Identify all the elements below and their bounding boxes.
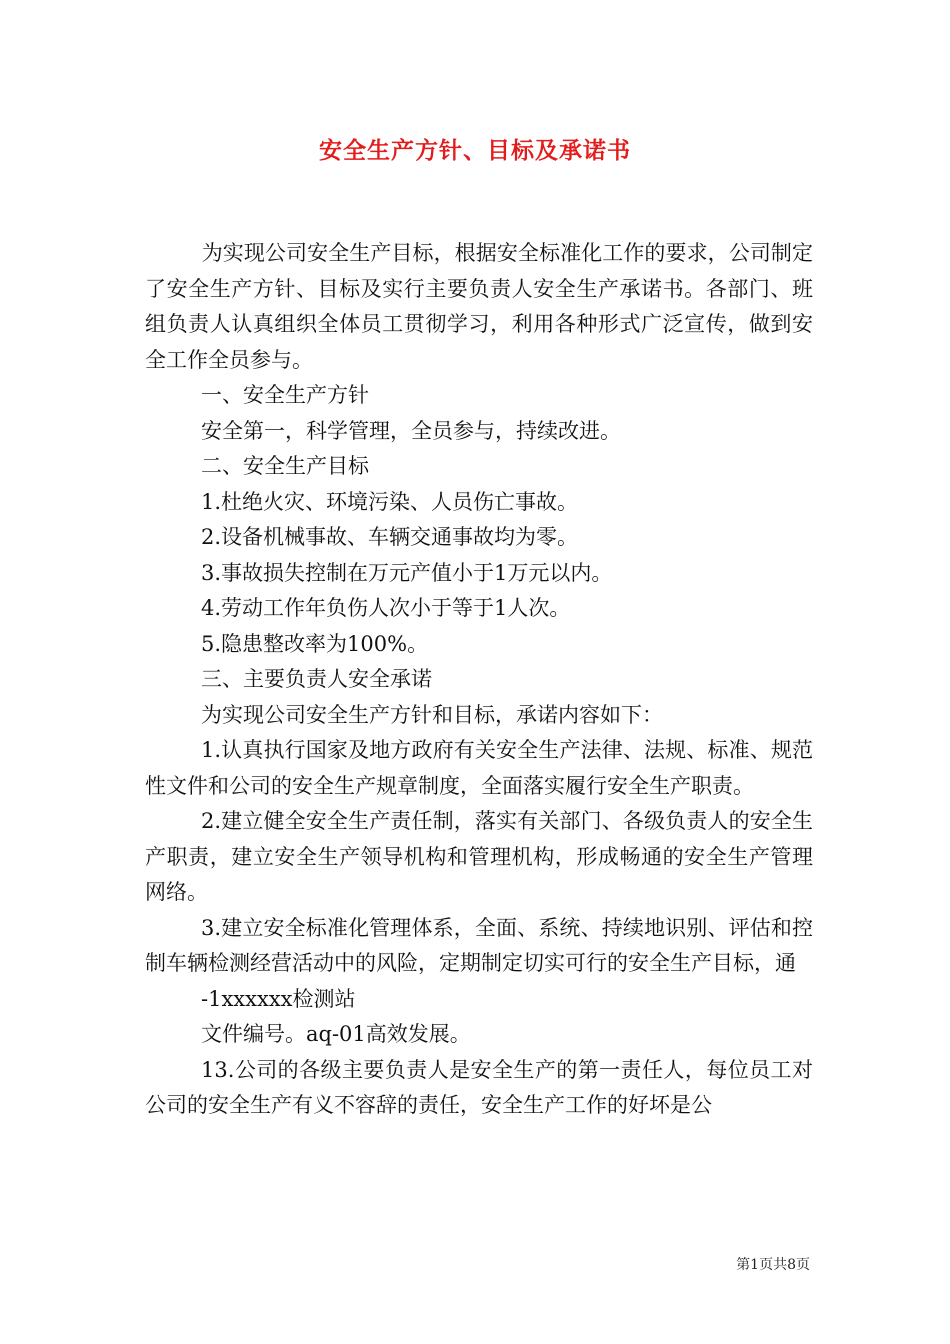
section1-text: 安全第一，科学管理，全员参与，持续改进。	[201, 418, 621, 443]
commitment-item: 3.建立安全标准化管理体系，全面、系统、持续地识别、评估和控制车辆检测经营活动中的风险，定期制定切实可行的安全生产目标，通	[145, 915, 813, 975]
section3-intro: 为实现公司安全生产方针和目标，承诺内容如下：	[201, 702, 663, 727]
goal-item: 5.隐患整改率为100%。	[201, 631, 429, 656]
commitment-item: 1.认真执行国家及地方政府有关安全生产法律、法规、标准、规范性文件和公司的安全生产规章制度，全面落实履行安全生产职责。	[145, 738, 813, 798]
intro-paragraph: 为实现公司安全生产目标，根据安全标准化工作的要求，公司制定了安全生产方针、目标及实行主要负责人安全生产承诺书。各部门、班组负责人认真组织全体员工贯彻学习，利用各种形式广泛宣传，做到安全工作全员参与。	[145, 241, 813, 372]
section1-heading: 一、安全生产方针	[201, 383, 369, 407]
document-body	[145, 236, 813, 1124]
goal-item: 1.杜绝火灾、环境污染、人员伤亡事故。	[201, 489, 579, 514]
goal-item: 4.劳动工作年负伤人次小于等于1人次。	[201, 596, 571, 620]
station-line: -1xxxxxx检测站	[201, 986, 356, 1011]
goal-item: 2.设备机械事故、车辆交通事故均为零。	[201, 525, 579, 549]
document-title: 安全生产方针、目标及承诺书	[319, 138, 631, 164]
commitment-13: 13.公司的各级主要负责人是安全生产的第一责任人，每位员工对公司的安全生产有义不容辞的责任，安全生产工作的好坏是公	[145, 1057, 813, 1117]
goal-item: 3.事故损失控制在万元产值小于1万元以内。	[201, 560, 613, 585]
commitment-item: 2.建立健全安全生产责任制，落实有关部门、各级负责人的安全生产职责，建立安全生产领导机构和管理机构，形成畅通的安全生产管理网络。	[145, 809, 813, 904]
page-number: 第1页共8页	[736, 1257, 810, 1273]
doc-number-line: 文件编号。aq-01高效发展。	[201, 1022, 471, 1046]
section3-heading: 三、主要负责人安全承诺	[201, 667, 432, 691]
section2-heading: 二、安全生产目标	[201, 454, 369, 478]
